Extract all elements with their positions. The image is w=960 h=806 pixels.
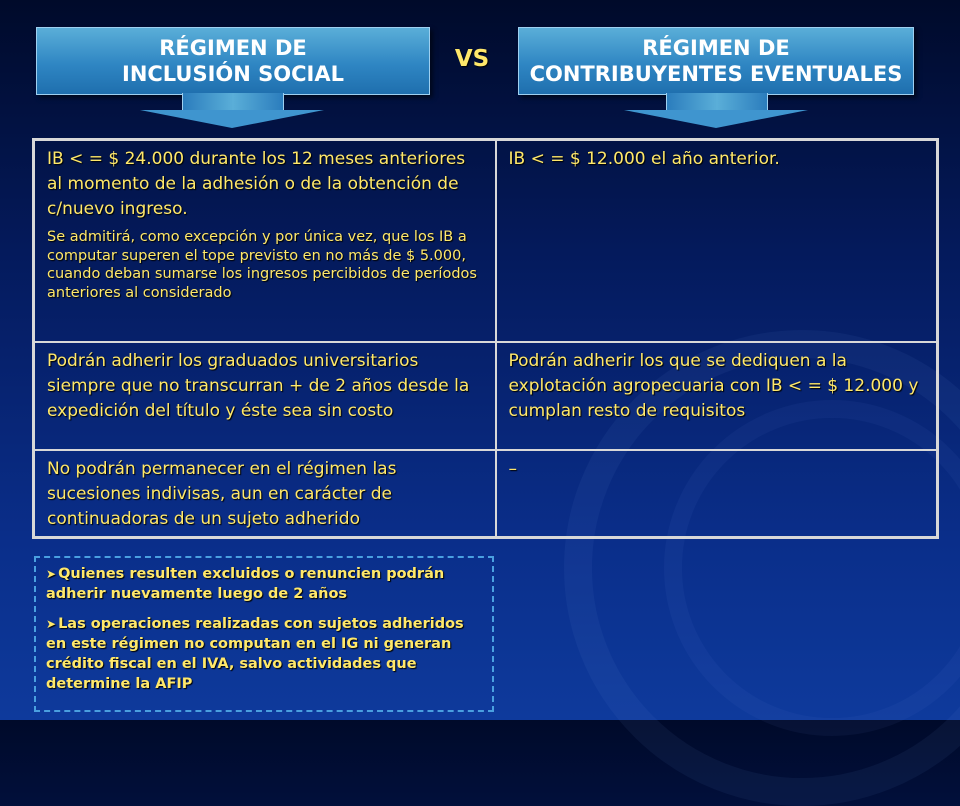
row1-right-text: IB < = $ 12.000 el año anterior. — [508, 149, 780, 169]
callout-right-line2: CONTRIBUYENTES EVENTUALES — [529, 62, 903, 86]
arrow-bullet-icon: ➤ — [46, 617, 57, 631]
callout-left-arrow-icon — [140, 110, 324, 128]
row3-right-text: – — [508, 459, 517, 479]
callout-left-line2: INCLUSIÓN SOCIAL — [122, 62, 344, 86]
list-item — [46, 564, 482, 604]
table-cell-right — [496, 140, 938, 343]
table-cell-right — [496, 450, 938, 538]
table-cell-left — [34, 140, 496, 343]
table-cell-left — [34, 450, 496, 538]
row3-left-text: No podrán permanecer en el régimen las sucesiones indivisas, aun en carácter de continuadoras de un sujeto adherido — [47, 459, 397, 529]
comparison-table — [32, 138, 939, 539]
table-cell-right — [496, 342, 938, 450]
callout-right-arrow-icon — [624, 110, 808, 128]
row2-left-text: Podrán adherir los graduados universitarios siempre que no transcurran + de 2 años desde la expedición del título y éste sea sin costo — [47, 351, 470, 421]
note-text: Quienes resulten excluidos o renuncien podrán adherir nuevamente luego de 2 años — [46, 566, 445, 602]
arrow-bullet-icon: ➤ — [46, 567, 57, 581]
callout-right-line1: RÉGIMEN DE — [642, 36, 790, 60]
note-text: Las operaciones realizadas con sujetos adheridos en este régimen no computan en el IG ni generan crédito fiscal en el IVA, salvo actividades que determine la AFIP — [46, 616, 464, 692]
row2-right-text: Podrán adherir los que se dediquen a la explotación agropecuaria con IB < = $ 12.000 y cumplan resto de requisitos — [508, 351, 919, 421]
list-item — [46, 614, 482, 694]
table-row — [34, 140, 938, 343]
callout-contribuyentes-eventuales — [518, 27, 914, 95]
callout-left-line1: RÉGIMEN DE — [159, 36, 307, 60]
table-row — [34, 450, 938, 538]
callout-inclusion-social — [36, 27, 430, 95]
versus-label: VS — [454, 46, 490, 72]
table-cell-left — [34, 342, 496, 450]
callout-right-arrow-stem — [666, 93, 768, 111]
callout-left-arrow-stem — [182, 93, 284, 111]
notes-box — [34, 556, 494, 712]
row1-left-text: IB < = $ 24.000 durante los 12 meses anteriores al momento de la adhesión o de la obtención de c/nuevo ingreso. — [47, 149, 466, 219]
row1-left-note: Se admitirá, como excepción y por única vez, que los IB a computar superen el tope previsto en no más de $ 5.000, cuando deban sumarse los ingresos percibidos de períodos anteriores al considerado — [47, 229, 477, 301]
table-row — [34, 342, 938, 450]
